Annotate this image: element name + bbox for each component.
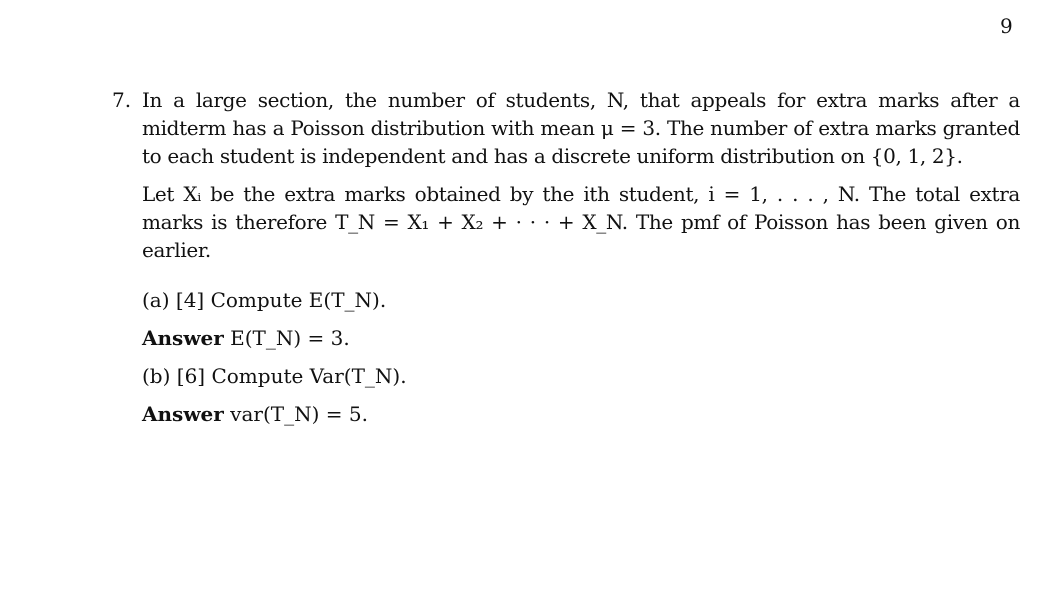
problem-number: 7. <box>112 88 132 112</box>
answer-label: Answer <box>142 326 224 350</box>
part-a-question: (a) [4] Compute E(T_N). <box>142 288 387 312</box>
paragraph-2-line-2: marks is therefore T_N = X₁ + X₂ + · · · + X_N. The pmf of Poisson has been given on <box>142 210 1020 234</box>
problem-paragraph-1 <box>142 86 1020 170</box>
paragraph-2-line-1: Let Xᵢ be the extra marks obtained by the ith student, i = 1, . . . , N. The total extra <box>142 182 1020 206</box>
answer-label: Answer <box>142 402 224 426</box>
paragraph-1-line-2: midterm has a Poisson distribution with mean μ = 3. The number of extra marks granted <box>142 116 1020 140</box>
paragraph-1-line-3: to each student is independent and has a discrete uniform distribution on {0, 1, 2}. <box>142 144 963 168</box>
paragraph-1-line-1: In a large section, the number of students, N, that appeals for extra marks after a <box>142 88 1020 112</box>
paragraph-2-line-3: earlier. <box>142 238 211 262</box>
page-number: 9 <box>1000 14 1013 38</box>
answer-text: var(T_N) = 5. <box>230 402 368 426</box>
problem-paragraph-2 <box>142 180 1020 264</box>
answer-text: E(T_N) = 3. <box>230 326 350 350</box>
part-a-answer <box>142 324 1020 362</box>
problem-parts <box>142 286 1020 438</box>
part-b-answer <box>142 400 1020 438</box>
part-b-question: (b) [6] Compute Var(T_N). <box>142 364 407 388</box>
